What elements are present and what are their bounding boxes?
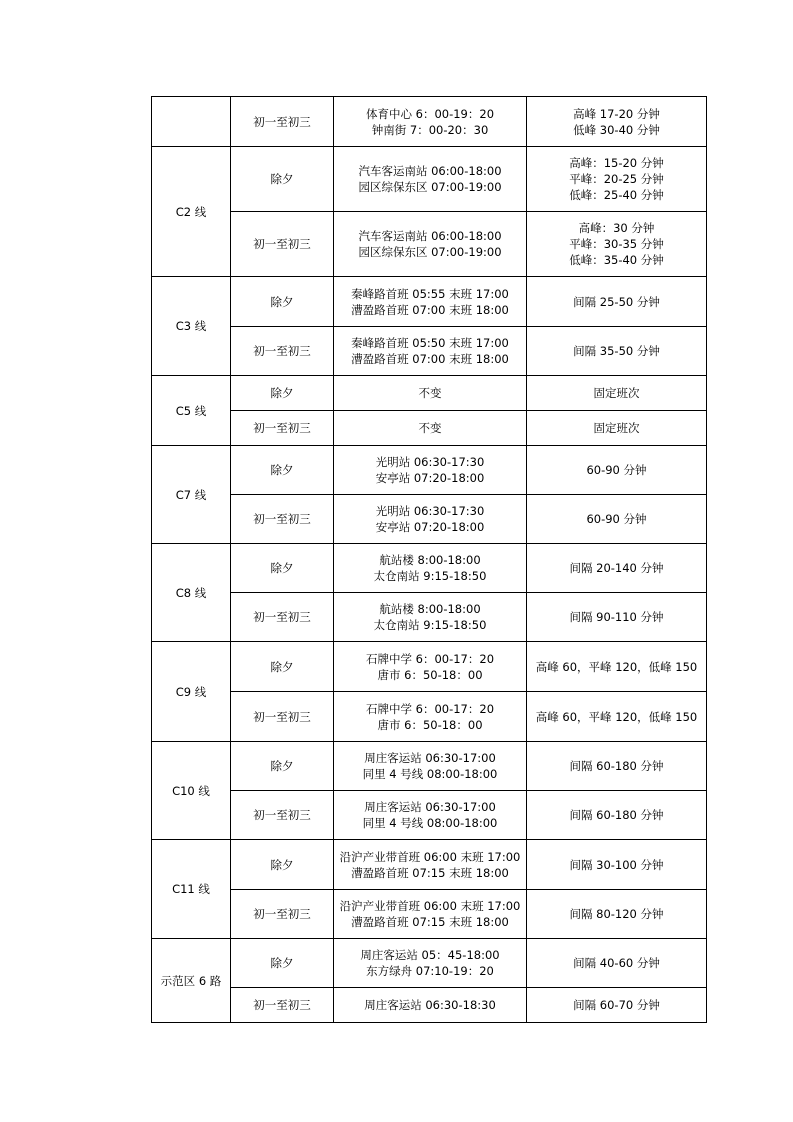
day-cell: 初一至初三	[231, 411, 334, 446]
operating-hours-cell	[334, 327, 527, 376]
operating-hours-cell	[334, 642, 527, 692]
line-name-cell: C3 线	[152, 277, 231, 376]
operating-hours-cell	[334, 411, 527, 446]
operating-hours-cell	[334, 939, 527, 988]
interval-line: 低峰：35-40 分钟	[569, 253, 664, 267]
hours-line: 航站楼 8:00-18:00	[379, 553, 481, 567]
day-cell: 初一至初三	[231, 327, 334, 376]
bus-schedule-table	[151, 96, 707, 1023]
day-cell: 除夕	[231, 742, 334, 791]
day-cell: 除夕	[231, 544, 334, 593]
hours-line: 周庄客运站 06:30-17:00	[364, 800, 496, 814]
interval-cell	[527, 446, 707, 495]
interval-cell	[527, 840, 707, 890]
hours-line: 安亭站 07:20-18:00	[375, 471, 485, 485]
table-row	[152, 411, 707, 446]
table-row	[152, 593, 707, 642]
line-name-cell: C9 线	[152, 642, 231, 742]
day-cell: 初一至初三	[231, 988, 334, 1023]
operating-hours-cell	[334, 97, 527, 147]
interval-line: 间隔 60-70 分钟	[573, 998, 660, 1012]
interval-cell	[527, 277, 707, 327]
interval-cell	[527, 376, 707, 411]
table-row	[152, 327, 707, 376]
day-cell: 除夕	[231, 840, 334, 890]
day-cell: 除夕	[231, 277, 334, 327]
table-row	[152, 97, 707, 147]
hours-line: 东方绿舟 07:10-19：20	[366, 964, 494, 978]
table-row	[152, 277, 707, 327]
interval-cell	[527, 642, 707, 692]
interval-cell	[527, 890, 707, 939]
interval-cell	[527, 742, 707, 791]
day-cell: 除夕	[231, 642, 334, 692]
table-row	[152, 692, 707, 742]
hours-line: 太仓南站 9:15-18:50	[373, 569, 487, 583]
table-row	[152, 446, 707, 495]
table-row	[152, 988, 707, 1023]
interval-cell	[527, 544, 707, 593]
interval-line: 低峰 30-40 分钟	[573, 122, 660, 137]
hours-line: 光明站 06:30-17:30	[375, 455, 485, 469]
line-name-cell: C7 线	[152, 446, 231, 544]
line-name-cell	[152, 97, 231, 147]
hours-line: 太仓南站 9:15-18:50	[373, 618, 487, 632]
interval-line: 间隔 60-180 分钟	[569, 759, 664, 773]
hours-line: 汽车客运南站 06:00-18:00	[358, 229, 502, 243]
interval-cell	[527, 495, 707, 544]
day-cell: 初一至初三	[231, 495, 334, 544]
operating-hours-cell	[334, 692, 527, 742]
table-row	[152, 147, 707, 212]
operating-hours-cell	[334, 147, 527, 212]
hours-line: 唐市 6：50-18：00	[377, 667, 483, 682]
interval-line: 间隔 60-180 分钟	[569, 808, 664, 822]
line-name-cell: C5 线	[152, 376, 231, 446]
hours-line: 唐市 6：50-18：00	[377, 717, 483, 732]
operating-hours-cell	[334, 988, 527, 1023]
interval-line: 高峰：15-20 分钟	[569, 156, 664, 170]
interval-line: 高峰 60，平峰 120，低峰 150	[535, 659, 698, 674]
hours-line: 秦峰路首班 05:50 末班 17:00	[351, 336, 509, 350]
interval-line: 间隔 30-100 分钟	[569, 857, 664, 872]
interval-cell	[527, 411, 707, 446]
hours-line: 同里 4 号线 08:00-18:00	[362, 816, 498, 830]
operating-hours-cell	[334, 791, 527, 840]
interval-line: 平峰：20-25 分钟	[569, 172, 664, 186]
day-cell: 初一至初三	[231, 212, 334, 277]
table-row	[152, 212, 707, 277]
hours-line: 石牌中学 6：00-17：20	[365, 701, 495, 716]
interval-line: 间隔 90-110 分钟	[569, 610, 664, 624]
hours-line: 体育中心 6：00-19：20	[365, 106, 495, 121]
hours-line: 同里 4 号线 08:00-18:00	[362, 767, 498, 781]
day-cell: 初一至初三	[231, 593, 334, 642]
hours-line: 漕盈路首班 07:00 末班 18:00	[351, 352, 509, 366]
interval-line: 固定班次	[593, 421, 640, 435]
interval-line: 60-90 分钟	[586, 463, 647, 477]
interval-line: 间隔 40-60 分钟	[573, 956, 660, 970]
table-row	[152, 791, 707, 840]
line-name-cell: C8 线	[152, 544, 231, 642]
hours-line: 石牌中学 6：00-17：20	[365, 651, 495, 666]
hours-line: 航站楼 8:00-18:00	[379, 602, 481, 616]
day-cell: 除夕	[231, 147, 334, 212]
line-name-cell: C2 线	[152, 147, 231, 277]
hours-line: 园区综保东区 07:00-19:00	[358, 245, 502, 259]
interval-line: 间隔 25-50 分钟	[573, 294, 660, 309]
interval-line: 高峰：30 分钟	[578, 221, 655, 235]
hours-line: 园区综保东区 07:00-19:00	[358, 180, 502, 194]
hours-line: 光明站 06:30-17:30	[375, 504, 485, 518]
interval-line: 60-90 分钟	[586, 512, 647, 526]
interval-line: 固定班次	[593, 386, 640, 400]
day-cell: 初一至初三	[231, 791, 334, 840]
hours-line: 周庄客运站 05：45-18:00	[360, 948, 500, 962]
operating-hours-cell	[334, 593, 527, 642]
operating-hours-cell	[334, 446, 527, 495]
interval-cell	[527, 593, 707, 642]
hours-line: 漕盈路首班 07:15 末班 18:00	[351, 915, 509, 929]
interval-line: 高峰 17-20 分钟	[573, 106, 660, 121]
table-row	[152, 890, 707, 939]
table-row	[152, 642, 707, 692]
table-row	[152, 544, 707, 593]
hours-line: 周庄客运站 06:30-18:30	[364, 998, 496, 1012]
interval-line: 高峰 60，平峰 120，低峰 150	[535, 709, 698, 724]
interval-cell	[527, 791, 707, 840]
interval-cell	[527, 97, 707, 147]
interval-cell	[527, 692, 707, 742]
table-row	[152, 840, 707, 890]
interval-line: 间隔 35-50 分钟	[573, 344, 660, 358]
day-cell: 初一至初三	[231, 692, 334, 742]
operating-hours-cell	[334, 742, 527, 791]
interval-line: 间隔 20-140 分钟	[569, 561, 664, 575]
operating-hours-cell	[334, 890, 527, 939]
interval-cell	[527, 988, 707, 1023]
operating-hours-cell	[334, 495, 527, 544]
hours-line: 漕盈路首班 07:00 末班 18:00	[351, 302, 509, 317]
interval-line: 平峰：30-35 分钟	[569, 237, 664, 251]
interval-cell	[527, 147, 707, 212]
hours-line: 不变	[418, 421, 442, 435]
hours-line: 周庄客运站 06:30-17:00	[364, 751, 496, 765]
hours-line: 沿沪产业带首班 06:00 末班 17:00	[339, 899, 521, 913]
table-row	[152, 376, 707, 411]
operating-hours-cell	[334, 277, 527, 327]
day-cell: 初一至初三	[231, 890, 334, 939]
hours-line: 秦峰路首班 05:55 末班 17:00	[351, 286, 509, 301]
hours-line: 漕盈路首班 07:15 末班 18:00	[351, 865, 509, 880]
interval-line: 低峰：25-40 分钟	[569, 188, 664, 202]
operating-hours-cell	[334, 840, 527, 890]
operating-hours-cell	[334, 544, 527, 593]
interval-cell	[527, 939, 707, 988]
hours-line: 钟南街 7：00-20：30	[371, 122, 489, 137]
interval-line: 间隔 80-120 分钟	[569, 907, 664, 921]
interval-cell	[527, 327, 707, 376]
hours-line: 沿沪产业带首班 06:00 末班 17:00	[339, 849, 521, 864]
operating-hours-cell	[334, 376, 527, 411]
day-cell: 除夕	[231, 939, 334, 988]
table-row	[152, 742, 707, 791]
line-name-cell: C11 线	[152, 840, 231, 939]
day-cell: 除夕	[231, 376, 334, 411]
line-name-cell: C10 线	[152, 742, 231, 840]
operating-hours-cell	[334, 212, 527, 277]
interval-cell	[527, 212, 707, 277]
hours-line: 安亭站 07:20-18:00	[375, 520, 485, 534]
table-row	[152, 495, 707, 544]
hours-line: 汽车客运南站 06:00-18:00	[358, 164, 502, 178]
day-cell: 初一至初三	[231, 97, 334, 147]
table-row	[152, 939, 707, 988]
day-cell: 除夕	[231, 446, 334, 495]
hours-line: 不变	[418, 386, 442, 400]
line-name-cell: 示范区 6 路	[152, 939, 231, 1023]
